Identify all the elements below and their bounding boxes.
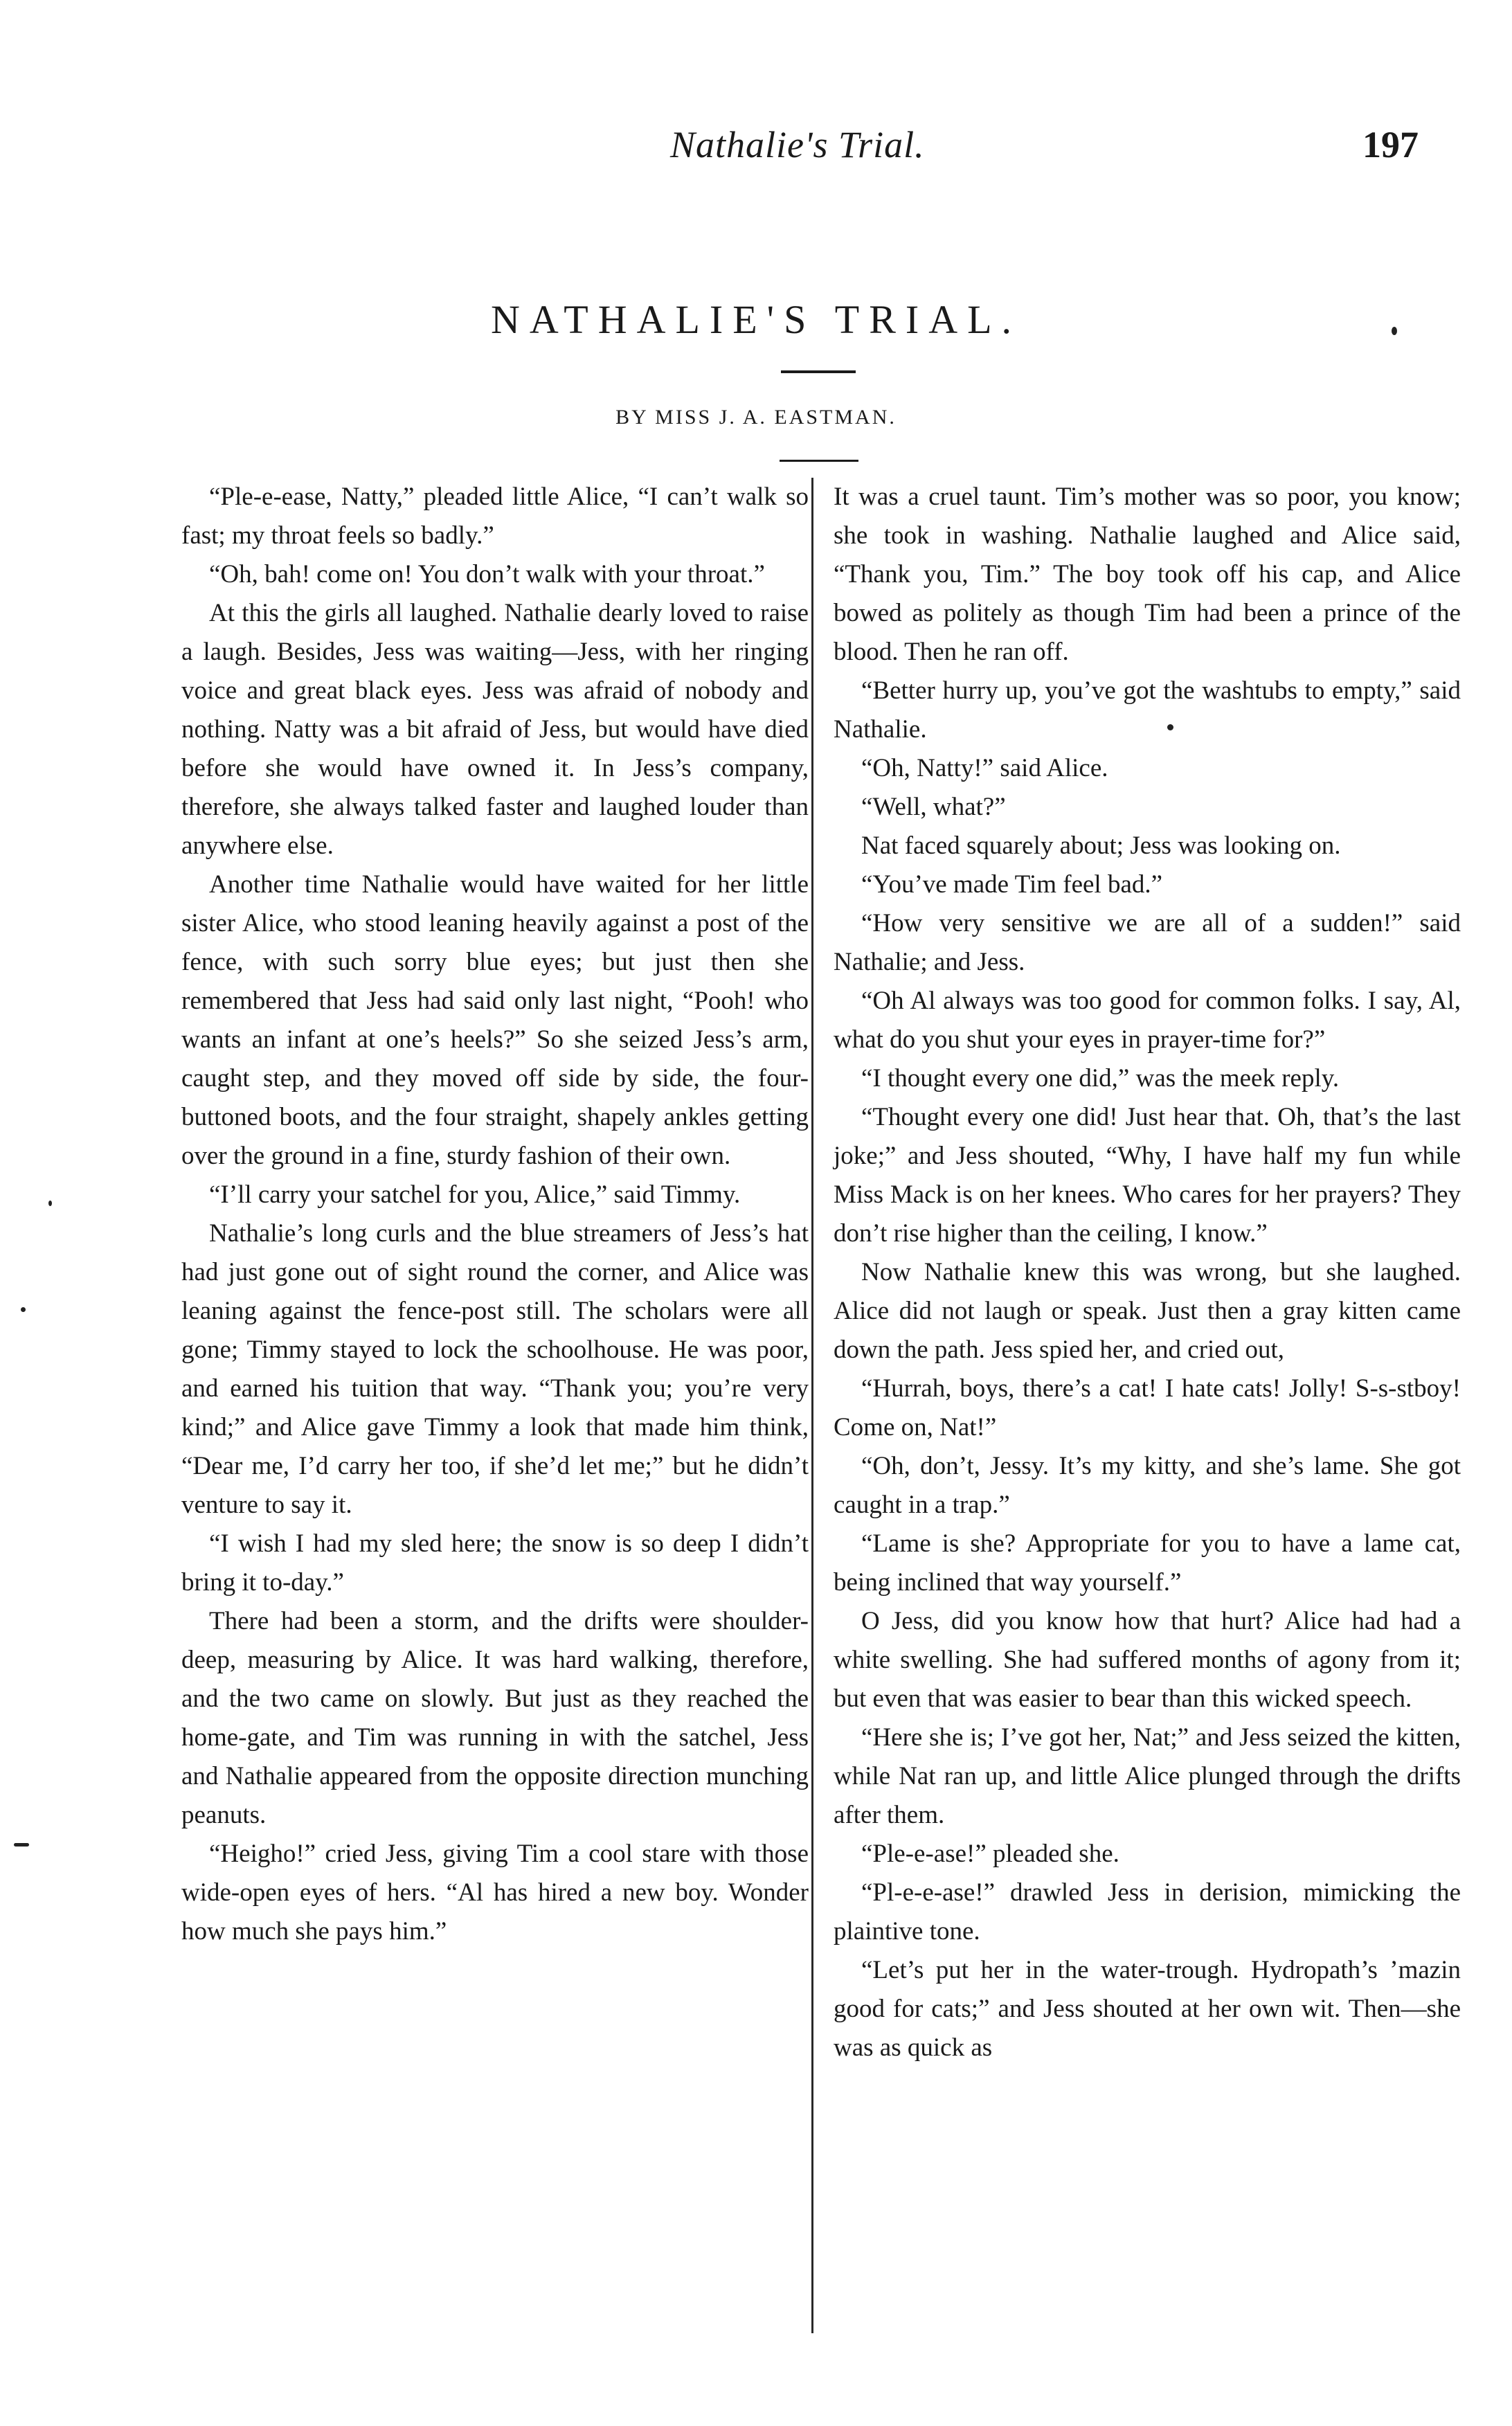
- byline-rule: [780, 460, 858, 462]
- ink-speck: [14, 1843, 29, 1847]
- paragraph: “Here she is; I’ve got her, Nat;” and Jess seized the kitten, while Nat ran up, and little Alice plunged through the drifts after them.: [834, 1723, 1461, 1829]
- paragraph: “Oh, Natty!” said Alice.: [861, 754, 1108, 782]
- paragraph: “Better hurry up, you’ve got the washtubs to empty,” said Nathalie.: [834, 676, 1461, 744]
- paragraph: Nathalie’s long curls and the blue streamers of Jess’s hat had just gone out of sight round the corner, and Alice was leaning against the fence-post still. The scholars were all gone; Timmy stayed to lock the schoolhouse. He was poor, and earned his tuition that way. “Thank you; you’re very kind;” and Alice gave Timmy a look that made him think, “Dear me, I’d carry her too, if she’d let me;” but he didn’t venture to say it.: [181, 1219, 809, 1519]
- running-title: Nathalie's Trial.: [670, 124, 925, 165]
- article-title: NATHALIE'S TRIAL.: [490, 297, 1022, 342]
- paragraph: Another time Nathalie would have waited for her little sister Alice, who stood leaning heavily against a post of the fence, with such sorry blue eyes; but just then she remembered that Jess had said only last night, “Pooh! who wants an infant at one’s heels?” So she seized Jess’s arm, caught step, and they moved off side by side, the four-buttoned boots, and the four straight, shapely ankles getting over the ground in a fine, sturdy fashion of their own.: [181, 870, 809, 1170]
- right-column: [834, 478, 1461, 2067]
- paragraph: “Well, what?”: [861, 793, 1006, 821]
- ink-speck: [1167, 724, 1173, 730]
- paragraph: “How very sensitive we are all of a sudden!” said Nathalie; and Jess.: [834, 909, 1461, 976]
- page-number: 197: [1362, 124, 1419, 165]
- paragraph: “Ple-e-ase!” pleaded she.: [861, 1840, 1119, 1868]
- paragraph: Nat faced squarely about; Jess was looking on.: [861, 832, 1341, 860]
- byline: BY MISS J. A. EASTMAN.: [615, 406, 897, 429]
- paragraph: “I’ll carry your satchel for you, Alice,” said Timmy.: [209, 1180, 741, 1209]
- paragraph: “Let’s put her in the water-trough. Hydropath’s ’mazin good for cats;” and Jess shouted at her own wit. Then—she was as quick as: [834, 1956, 1461, 2062]
- running-head: [0, 123, 1512, 179]
- title-rule: [781, 370, 856, 373]
- paragraph: “Heigho!” cried Jess, giving Tim a cool stare with those wide-open eyes of hers. “Al has hired a new boy. Wonder how much she pays him.”: [181, 1840, 809, 1946]
- ink-speck: [1392, 327, 1397, 335]
- paragraph: “Hurrah, boys, there’s a cat! I hate cats! Jolly! S-s-stboy! Come on, Nat!”: [834, 1374, 1461, 1441]
- column-divider: [811, 478, 813, 2333]
- paragraph: There had been a storm, and the drifts were shoulder-deep, measuring by Alice. It was hard walking, therefore, and the two came on slowly. But just as they reached the home-gate, and Tim was running in with the satchel, Jess and Nathalie appeared from the opposite direction munching peanuts.: [181, 1607, 809, 1829]
- paragraph: O Jess, did you know how that hurt? Alice had had a white swelling. She had suffered months of agony from it; but even that was easier to bear than this wicked speech.: [834, 1607, 1461, 1713]
- paragraph: “Oh, don’t, Jessy. It’s my kitty, and she’s lame. She got caught in a trap.”: [834, 1452, 1461, 1519]
- paragraph: “I thought every one did,” was the meek reply.: [861, 1064, 1340, 1093]
- paragraph: It was a cruel taunt. Tim’s mother was so poor, you know; she took in washing. Nathalie laughed and Alice said, “Thank you, Tim.” The boy took off his cap, and Alice bowed as politely as though Tim had been a prince of the blood. Then he ran off.: [834, 483, 1461, 666]
- paragraph: Now Nathalie knew this was wrong, but she laughed. Alice did not laugh or speak. Just then a gray kitten came down the path. Jess spied her, and cried out,: [834, 1258, 1461, 1364]
- paragraph: “Lame is she? Appropriate for you to have a lame cat, being inclined that way yourself.”: [834, 1529, 1461, 1597]
- paragraph: At this the girls all laughed. Nathalie dearly loved to raise a laugh. Besides, Jess was waiting—Jess, with her ringing voice and great black eyes. Jess was afraid of nobody and nothing. Natty was a bit afraid of Jess, but would have died before she would have owned it. In Jess’s company, therefore, she always talked faster and laughed louder than anywhere else.: [181, 599, 809, 860]
- paragraph: “Thought every one did! Just hear that. Oh, that’s the last joke;” and Jess shouted, “Why, I have half my fun while Miss Mack is on her knees. Who cares for her prayers? They don’t rise higher than the ceiling, I know.”: [834, 1103, 1461, 1248]
- paragraph: “Pl-e-e-ase!” drawled Jess in derision, mimicking the plaintive tone.: [834, 1878, 1461, 1946]
- ink-speck: [48, 1201, 52, 1206]
- left-column: [181, 478, 809, 1951]
- paragraph: “Oh, bah! come on! You don’t walk with your throat.”: [209, 560, 765, 588]
- paragraph: “Ple-e-ease, Natty,” pleaded little Alice, “I can’t walk so fast; my throat feels so badly.”: [181, 483, 809, 550]
- paragraph: “Oh Al always was too good for common folks. I say, Al, what do you shut your eyes in prayer-time for?”: [834, 987, 1461, 1054]
- paragraph: “I wish I had my sled here; the snow is so deep I didn’t bring it to-day.”: [181, 1529, 809, 1597]
- paragraph: “You’ve made Tim feel bad.”: [861, 870, 1163, 899]
- ink-speck: [21, 1307, 26, 1312]
